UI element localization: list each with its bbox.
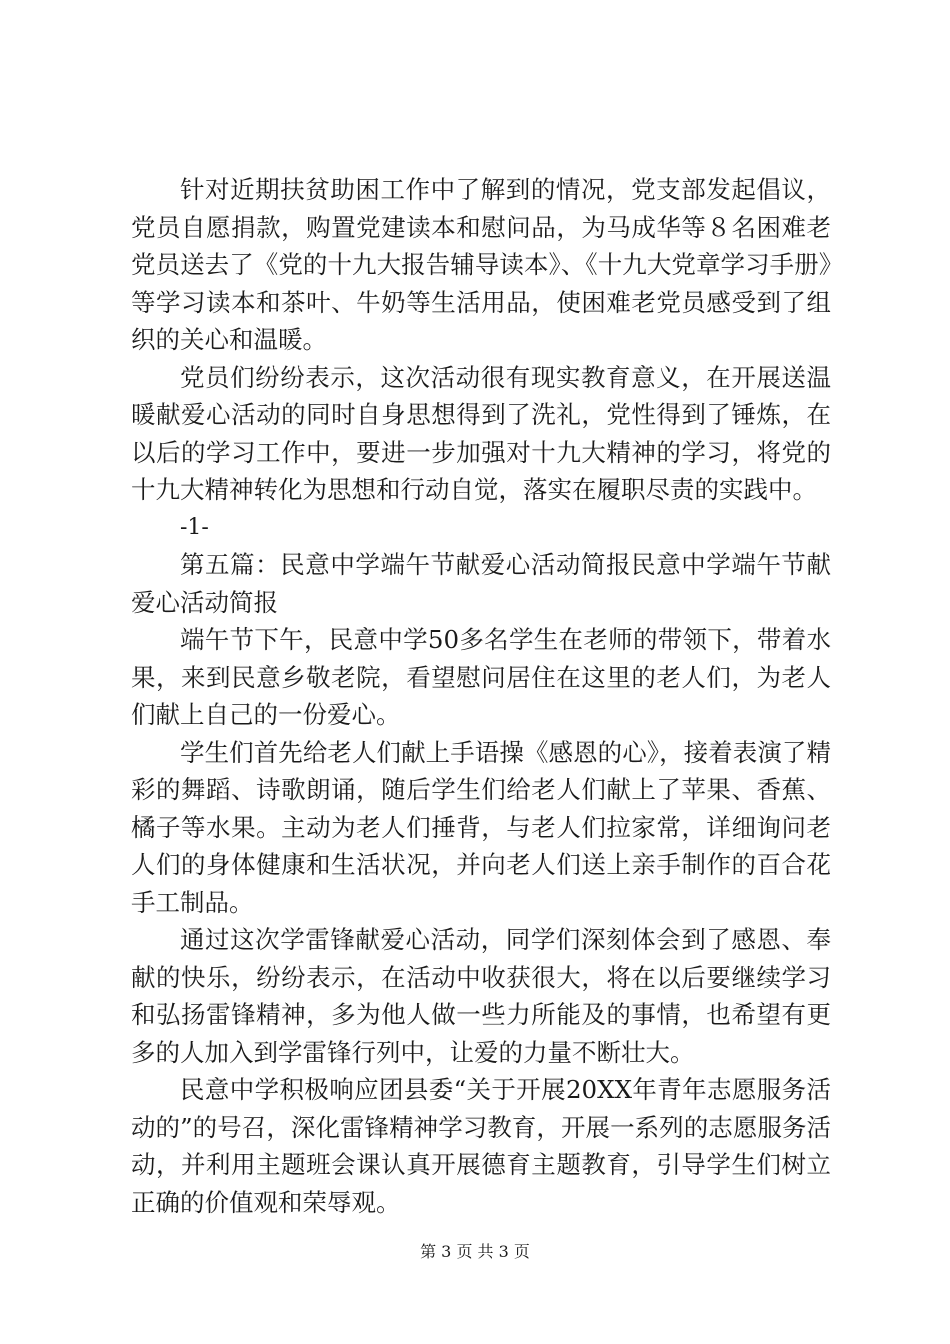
document-body	[131, 171, 831, 1221]
paragraph-reflection: 通过这次学雷锋献爱心活动，同学们深刻体会到了感恩、奉献的快乐，纷纷表示，在活动中收获很大，将在以后要继续学习和弘扬雷锋精神，多为他人做一些力所能及的事情，也希望有更多的人加入到学雷锋行列中，让爱的力量不断壮大。	[131, 925, 831, 1067]
paragraph-visit: 端午节下午，民意中学50多名学生在老师的带领下，带着水果，来到民意乡敬老院，看望慰问居住在这里的老人们，为老人们献上自己的一份爱心。	[131, 625, 831, 729]
paragraph-donation: 针对近期扶贫助困工作中了解到的情况，党支部发起倡议，党员自愿捐款，购置党建读本和慰问品，为马成华等８名困难老党员送去了《党的十九大报告辅导读本》、《十九大党章学习手册》等学习读本和茶叶、牛奶等生活用品，使困难老党员感受到了组织的关心和温暖。	[131, 175, 831, 354]
inline-page-number: -1-	[180, 514, 209, 540]
section-title: 第五篇：民意中学端午节献爱心活动简报民意中学端午节献爱心活动简报	[131, 550, 831, 617]
paragraph-volunteer-service: 民意中学积极响应团县委“关于开展20XX年青年志愿服务活动的”的号召，深化雷锋精神学习教育，开展一系列的志愿服务活动，并利用主题班会课认真开展德育主题教育，引导学生们树立正确的价值观和荣辱观。	[131, 1075, 831, 1217]
paragraph-party-members-response: 党员们纷纷表示，这次活动很有现实教育意义，在开展送温暖献爱心活动的同时自身思想得到了洗礼，党性得到了锤炼，在以后的学习工作中，要进一步加强对十九大精神的学习，将党的十九大精神转化为思想和行动自觉，落实在履职尽责的实践中。	[131, 362, 831, 504]
paragraph-performance: 学生们首先给老人们献上手语操《感恩的心》，接着表演了精彩的舞蹈、诗歌朗诵，随后学生们给老人们献上了苹果、香蕉、橘子等水果。主动为老人们捶背，与老人们拉家常，详细询问老人们的身体健康和生活状况，并向老人们送上亲手制作的百合花手工制品。	[131, 737, 831, 917]
page-footer: 第 3 页 共 3 页	[420, 1242, 530, 1261]
